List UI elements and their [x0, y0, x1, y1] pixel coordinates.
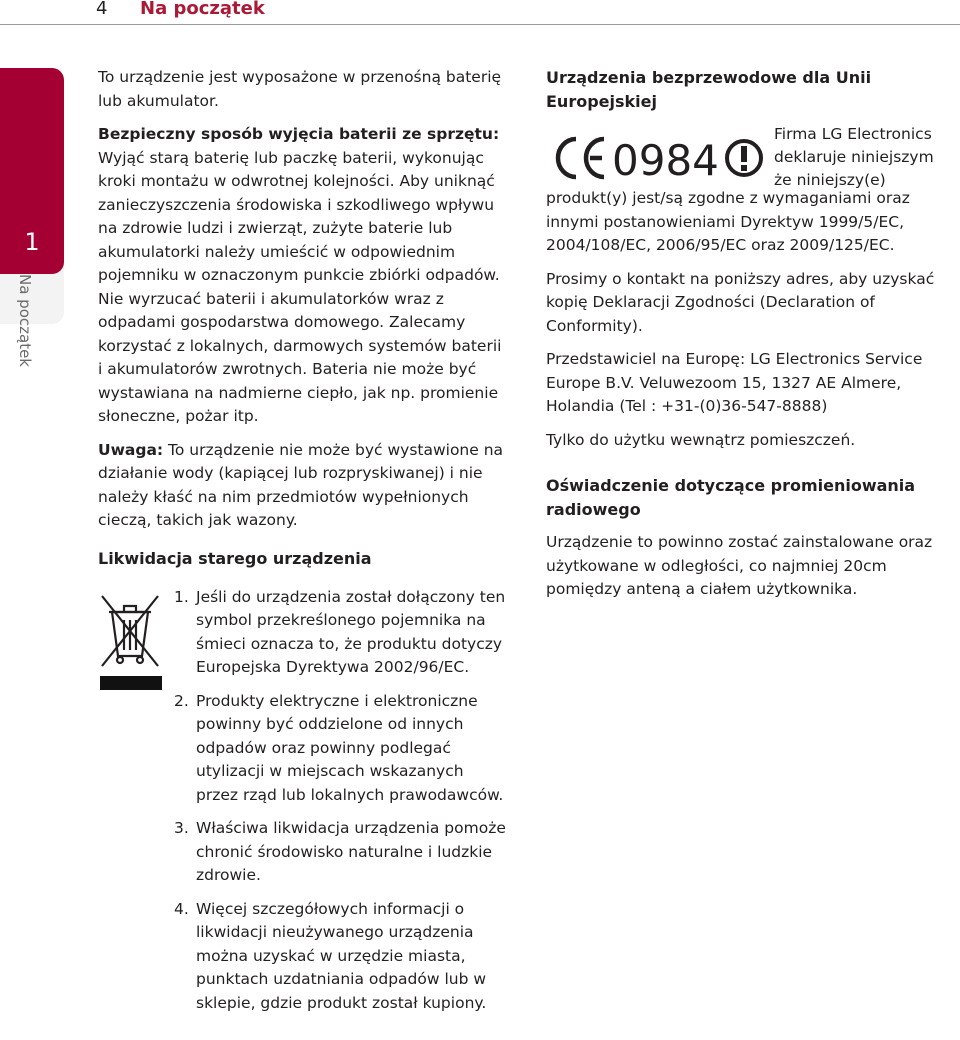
- representative-text: Przedstawiciel na Europę: LG Electronics Service Europe B.V. Veluwezoom 15, 1327 AE Almere, Holandia (Tel : +31-(0)36-547-8888): [546, 350, 923, 415]
- radiation-title: Oświadczenie dotyczące promieniowania radiowego: [546, 476, 916, 519]
- note-paragraph: [98, 439, 510, 533]
- ce-mark-icon: [546, 129, 766, 187]
- list-item-number: 1.: [174, 587, 189, 606]
- battery-removal-text: Wyjąć starą baterię lub paczkę baterii, wykonując kroki montażu w odwrotnej kolejności. Aby uniknąć zanieczyszczenia środowiska i szkodliwego wpływu na zdrowie ludzi i zwierząt, zużyte baterie lub akumulatorki należy umieścić w odpowiednim pojemniku w oznaczonym punkcie zbiórki odpadów. Nie wyrzucać baterii i akumulatorków wraz z odpadami gospodarstwa domowego. Zalecamy korzystać z lokalnych, darmowych systemów baterii i akumulatorów zwrotnych. Bateria nie może być wystawiana na nadmierne ciepło, jak np. promienie słoneczne, pożar itp.: [98, 148, 502, 425]
- battery-removal-title: Bezpieczny sposób wyjęcia baterii ze sprzętu:: [98, 125, 500, 143]
- chapter-side-tab: [0, 68, 64, 367]
- list-item: [174, 586, 510, 680]
- battery-removal-paragraph: [98, 123, 510, 429]
- ce-notified-body-number: 0984: [612, 136, 719, 185]
- battery-intro: To urządzenie jest wyposażone w przenośną baterię lub akumulator.: [98, 68, 502, 110]
- indoor-use-text: Tylko do użytku wewnątrz pomieszczeń.: [546, 430, 856, 449]
- ce-declaration-row: [546, 127, 946, 187]
- ce-compliance-text: produkt(y) jest/są zgodne z wymaganiami oraz innymi postanowieniami Dyrektyw 1999/5/EC, 2004/108/EC, 2006/95/EC oraz 2009/125/EC.: [546, 189, 910, 254]
- chapter-number: 1: [24, 228, 40, 256]
- list-item-text: Więcej szczegółowych informacji o likwidacji nieużywanego urządzenia można uzyskać w urzędzie miasta, punktach uzdatniania odpadów lub w sklepie, gdzie produkt został kupiony.: [196, 899, 487, 1012]
- list-item-number: 4.: [174, 899, 189, 918]
- list-item-text: Produkty elektryczne i elektroniczne powinny być oddzielone od innych odpadów oraz powinny podlegać utylizacji w miejscach wskazanych przez rząd lub lokalnych prawodawców.: [196, 691, 504, 804]
- list-item: [174, 898, 510, 1016]
- list-item: [174, 817, 510, 888]
- header-rule: [0, 24, 960, 25]
- wireless-eu-title: Urządzenia bezprzewodowe dla Unii Europejskiej: [546, 68, 872, 111]
- list-item-text: Właściwa likwidacja urządzenia pomoże chronić środowisko naturalne i ludzkie zdrowie.: [196, 819, 506, 884]
- list-item-number: 3.: [174, 819, 189, 837]
- contact-text: Prosimy o kontakt na poniższy adres, aby uzyskać kopię Deklaracji Zgodności (Declaration of Conformity).: [546, 269, 935, 335]
- crossed-out-bin-icon: [98, 590, 164, 696]
- disposal-list: [174, 586, 510, 1016]
- list-item-text: Jeśli do urządzenia został dołączony ten symbol przekreślonego pojemnika na śmieci oznacza to, że produktu dotyczy Europejska Dyrektywa 2002/96/EC.: [196, 587, 506, 676]
- note-label: Uwaga:: [98, 440, 164, 459]
- list-item-number: 2.: [174, 691, 189, 710]
- left-column: [98, 66, 510, 1031]
- chapter-label: Na początek: [16, 274, 34, 367]
- right-column: [546, 66, 946, 608]
- disposal-title: Likwidacja starego urządzenia: [98, 548, 372, 568]
- note-text: To urządzenie nie może być wystawione na działanie wody (kapiącej lub rozpryskiwanej) i nie należy kłaść na nim przedmiotów wypełnionych cieczą, takich jak wazony.: [98, 440, 504, 529]
- page-number: 4: [96, 0, 108, 19]
- list-item: [174, 690, 510, 808]
- disposal-section: [98, 586, 510, 1016]
- ce-side-text: Firma LG Electronics deklaruje niniejszym że niniejszy(e): [774, 125, 934, 189]
- radiation-text: Urządzenie to powinno zostać zainstalowane oraz użytkowane w odległości, co najmniej 20cm pomiędzy anteną a ciałem użytkownika.: [546, 533, 933, 598]
- header-title: Na początek: [140, 0, 265, 19]
